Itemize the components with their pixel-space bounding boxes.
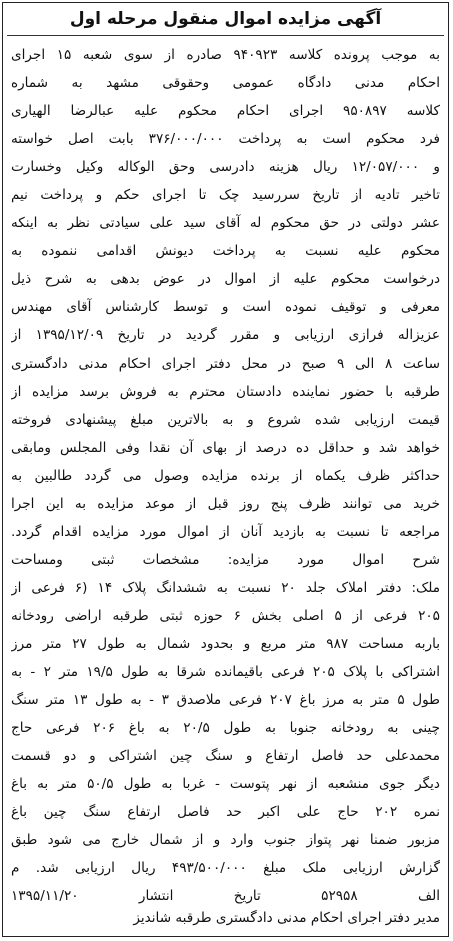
body-line: شرح اموال مورد مزایده: مشخصات ثبتی ومساحت (11, 551, 440, 568)
body-line: ملک: دفتر املاک جلد ۲۰ نسبت به ششدانگ پلاک ۱۴ (۶ فرعی از (11, 579, 440, 596)
body-line: قیمت ارزیابی شده شروع و به بالاترین مبلغ پیشنهادی فروخته (11, 411, 440, 428)
body-line: باربه مساحت ۹۸۷ متر مربع و بحدود شمال به طول ۲۷ متر مرز (11, 635, 440, 652)
body-line: مزبور ضمنا نهر پتواز جنوب وارد و از شمال خارج می شود طبق (11, 832, 440, 849)
body-line: مراجعه تا نسبت به بازدید آنان از اموال مورد مزایده اقدام گردد. (11, 523, 440, 540)
body-line: تاخیر تادیه از تاریخ سررسید چک تا اجرای حکم و پرداخت نیم (11, 187, 440, 204)
body-line: به موجب پرونده کلاسه ۹۴۰۹۲۳ صادره از سوی شعبه ۱۵ اجرای (11, 47, 440, 63)
body-line: درخواست محکوم علیه از اموال در عوض بدهی به شرح ذیل (11, 271, 440, 288)
body-line: اشتراکی با پلاک ۲۰۵ فرعی باقیمانده شرقا به طول ۱۹/۵ متر ۲ - به (11, 664, 440, 681)
title-divider (7, 35, 444, 36)
body-line: نمره ۲۰۲ حاج علی اکبر حد فاصل ارتفاع سنگ چین باغ (11, 804, 440, 821)
auction-notice (2, 2, 449, 937)
body-line: طول ۵ متر به مرز باغ ۲۰۷ فرعی ملاصدق ۳ - به طول ۱۳ متر سنگ (11, 692, 440, 709)
body-line: عشر دولتی در حق محکوم له آقای سید علی سیادتی نظر به اینکه (11, 215, 440, 232)
body-line: و ۱۲/۰۵۷/۰۰۰ ریال هزینه دادرسی وحق الوکاله وکیل وخسارت (11, 159, 440, 176)
body-line: معرفی و توقیف نموده است و توسط کارشناس آقای مهندس (11, 299, 440, 316)
body-line: طرقبه با حضور نماینده دادستان محترم به فروش برسد مزایده از (11, 383, 440, 400)
body-line: ساعت ۸ الی ۹ صبح در محل دفتر اجرای احکام مدنی دادگستری (11, 355, 440, 372)
notice-body (11, 41, 440, 910)
body-line: خرید می توانند ظرف پنج روز قبل از موعد مزایده به این اجرا (11, 495, 440, 512)
body-line: کلاسه ۹۵۰۸۹۷ اجرای احکام محکوم علیه عبالرضا الهیاری (11, 103, 440, 120)
body-line: گزارش ارزیابی ملک مبلغ ۴۹۳/۵۰۰/۰۰۰ ریال ارزیابی شد. م (11, 860, 440, 877)
body-line: خواهد شد و حداقل ده درصد از بهای آن نقدا وفی المجلس ومابقی (11, 439, 440, 456)
notice-title: آگهی مزایده اموال منقول مرحله اول (69, 9, 382, 29)
body-line: دیگر جوی منشعبه از نهر پتوست - غربا به طول ۵۰/۵ متر به باغ (11, 776, 440, 793)
body-line: الف ۵۲۹۵۸ تاریخ انتشار ۱۳۹۵/۱۱/۲۰ (11, 888, 440, 905)
body-line: محکوم علیه نسبت به پرداخت دیونش اقدامی ننموده به (11, 243, 440, 260)
body-line: ۲۰۵ فرعی از ۵ اصلی بخش ۶ حوزه ثبتی طرقبه اراضی رودخانه (11, 607, 440, 624)
body-line: عزیزاله فرازی ارزیابی و مقرر گردید در تاریخ ۱۳۹۵/۱۲/۰۹ از (11, 327, 440, 344)
body-line: احکام مدنی دادگاه عمومی وحقوقی مشهد به شماره (11, 75, 440, 92)
body-line: حداکثر ظرف یکماه از برنده مزایده وصول می گردد طالبین به (11, 467, 440, 484)
body-line: فرد محکوم است به پرداخت ۳۷۶/۰۰۰/۰۰۰ بابت اصل خواسته (11, 131, 440, 148)
body-line: چینی به رودخانه جنوبا به طول ۲۰/۵ به باغ ۲۰۶ فرعی حاج (11, 720, 440, 737)
body-line: محمدعلی حد فاصل ارتفاع و سنگ چین اشتراکی و دو قسمت (11, 748, 440, 765)
notice-signature: مدیر دفتر اجرای احکام مدنی دادگستری طرقبه شاندیز (133, 910, 440, 926)
